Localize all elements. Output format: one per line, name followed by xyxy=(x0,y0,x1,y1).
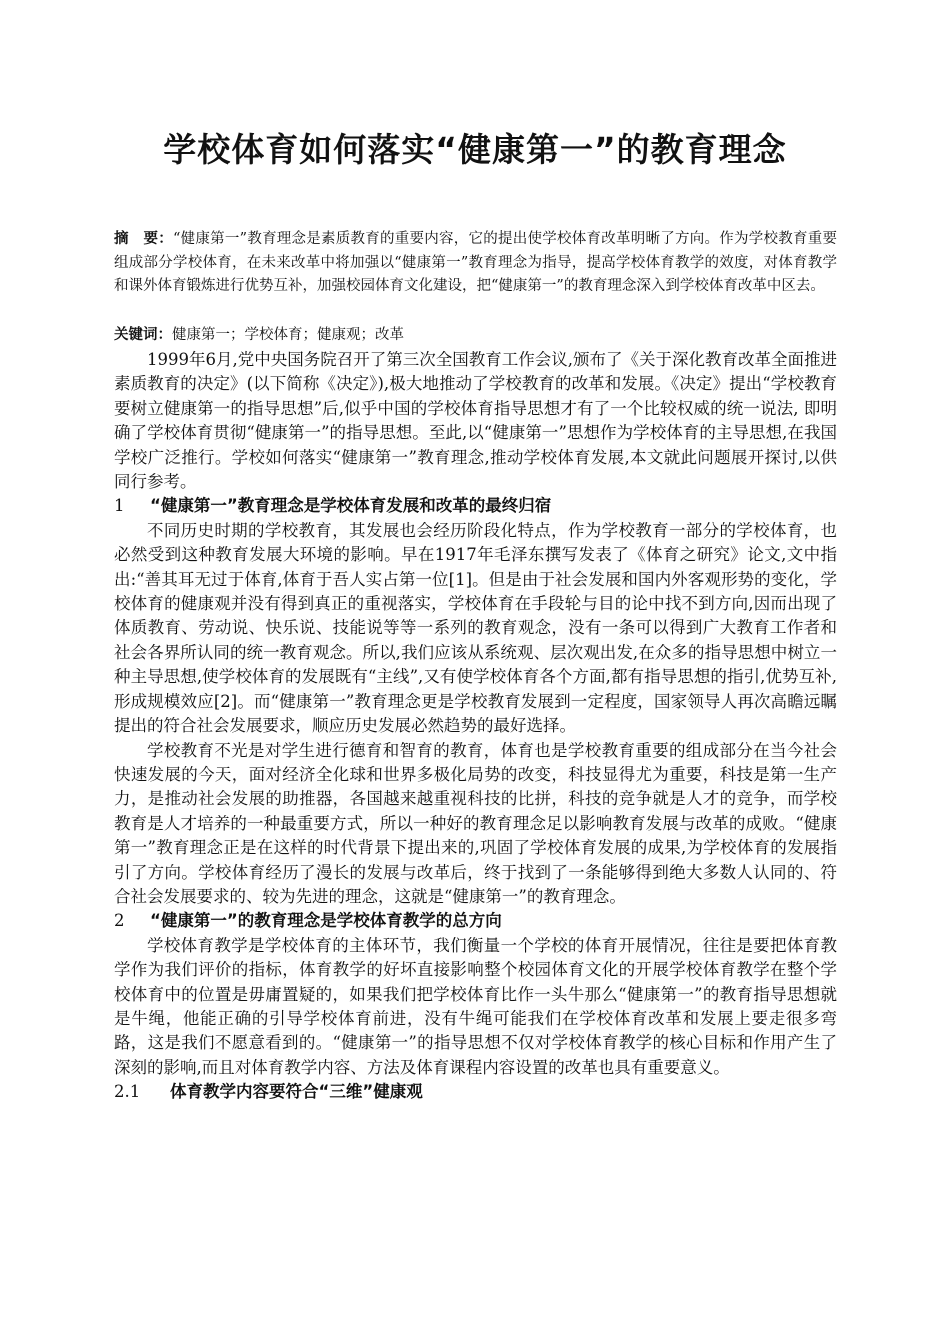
abstract xyxy=(114,227,837,299)
section-2-1-title: 体育教学内容要符合“三维”健康观 xyxy=(170,1082,423,1102)
abstract-label: 摘 要： xyxy=(114,230,173,247)
abstract-text: “健康第一”教育理念是素质教育的重要内容，它的提出使学校体育改革明晰了方向。作为学校教育重要组成部分学校体育，在未来改革中将加强以“健康第一”教育理念为指导，提高学校体育教学的效度，对体育教学和课外体育锻炼进行优势互补，加强校园体育文化建设，把“健康第一”的教育理念深入到学校体育改革中区去。 xyxy=(114,231,837,294)
section-2-title: “健康第一”的教育理念是学校体育教学的总方向 xyxy=(150,911,502,931)
intro-paragraph: 1999年6月,党中央国务院召开了第三次全国教育工作会议,颁布了《关于深化教育改革全面推进素质教育的决定》(以下简称《决定》),极大地推动了学校教育的改革和发展。《决定》提出“学校教育要树立健康第一的指导思想”后,似乎中国的学校体育指导思想才有了一个比较权威的统一说法, 即明确了学校体育贯彻“健康第一”的指导思想。至此,以“健康第一”思想作为学校体育的主导思想,在我国学校广泛推行。学校如何落实“健康第一”教育理念,推动学校体育发展,本文就此问题展开探讨,以供同行参考。 xyxy=(114,350,837,492)
keywords-text: 健康第一；学校体育；健康观；改革 xyxy=(172,327,404,343)
keywords-label: 关键词： xyxy=(114,326,172,343)
section-2-1-number: 2.1 xyxy=(114,1082,141,1102)
section-1-number: 1 xyxy=(114,496,125,516)
section-1-heading xyxy=(114,494,837,518)
keywords xyxy=(114,323,837,348)
section-2-heading xyxy=(114,909,837,933)
section-2-paragraph-1: 学校体育教学是学校体育的主体环节，我们衡量一个学校的体育开展情况，往往是要把体育教学作为我们评价的指标，体育教学的好坏直接影响整个校园体育文化的开展学校体育教学在整个学校体育中的位置是毋庸置疑的，如果我们把学校体育比作一头牛那么“健康第一”的教育指导思想就是牛绳，他能正确的引导学校体育前进，没有牛绳可能我们在学校体育改革和发展上要走很多弯路，这是我们不愿意看到的。“健康第一”的指导思想不仅对学校体育教学的核心目标和作用产生了深刻的影响,而且对体育教学内容、方法及体育课程内容设置的改革也具有重要意义。 xyxy=(114,935,837,1077)
article-body xyxy=(114,348,837,1105)
section-1-paragraph-2: 学校教育不光是对学生进行德育和智育的教育，体育也是学校教育重要的组成部分在当今社会快速发展的今天，面对经济全化球和世界多极化局势的改变，科技显得尤为重要，科技是第一生产力，是推动社会发展的助推器，各国越来越重视科技的比拼，科技的竞争就是人才的竞争，而学校教育是人才培养的一种最重要方式，所以一种好的教育理念足以影响教育发展与改革的成败。“健康第一”教育理念正是在这样的时代背景下提出来的,巩固了学校体育发展的成果,为学校体育的发展指引了方向。学校体育经历了漫长的发展与改革后，终于找到了一条能够得到绝大多数人认同的、符合社会发展要求的、较为先进的理念，这就是“健康第一”的教育理念。 xyxy=(114,740,837,906)
section-1-title: “健康第一”教育理念是学校体育发展和改革的最终归宿 xyxy=(150,496,552,516)
section-2-number: 2 xyxy=(114,911,125,931)
section-2-1-heading xyxy=(114,1080,837,1104)
section-1-paragraph-1: 不同历史时期的学校教育，其发展也会经历阶段化特点，作为学校教育一部分的学校体育，也必然受到这种教育发展大环境的影响。早在1917年毛泽东撰写发表了《体育之研究》论文,文中指出:“善其耳无过于体育,体育于吾人实占第一位[1]。但是由于社会发展和国内外客观形势的变化，学校体育的健康观并没有得到真正的重视落实，学校体育在手段轮与目的论中找不到方向,因而出现了体质教育、劳动说、快乐说、技能说等等一系列的教育观念，没有一条可以得到广大教育工作者和社会各界所认同的统一教育观念。所以,我们应该从系统观、层次观出发,在众多的指导思想中树立一种主导思想,使学校体育的发展既有“主线”,又有使学校体育各个方面,都有指导思想的指引,优势互补,形成规模效应[2]。而“健康第一”教育理念更是学校教育发展到一定程度，国家领导人再次高瞻远瞩提出的符合社会发展要求，顺应历史发展必然趋势的最好选择。 xyxy=(114,520,837,736)
page-title: 学校体育如何落实“健康第一”的教育理念 xyxy=(163,130,787,169)
